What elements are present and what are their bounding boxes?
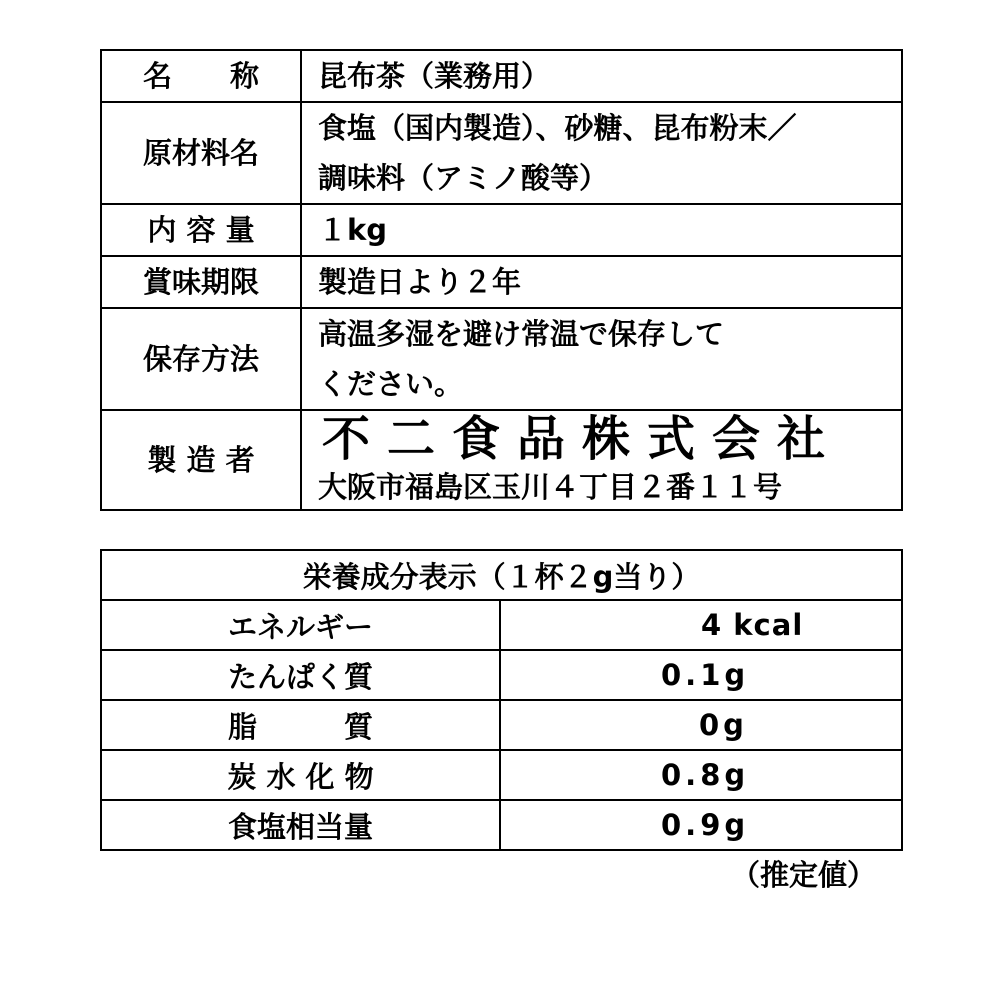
nutrient-name: エネルギー [101, 600, 500, 650]
nutrient-amount: 0.1g [500, 650, 902, 700]
content-value: １kg [301, 204, 902, 256]
nutrition-row [101, 750, 902, 800]
nutrition-row [101, 650, 902, 700]
storage-line-2: ください。 [318, 367, 464, 401]
best-before-value: 製造日より２年 [301, 256, 902, 308]
estimate-note: （推定値） [730, 858, 876, 892]
nutrient-amount: 4 kcal [500, 600, 902, 650]
nutrient-amount: 0.9g [500, 800, 902, 850]
ingredients-line-1: 食塩（国内製造）、砂糖、昆布粉末／ [318, 111, 797, 145]
ingredients-value [301, 102, 902, 204]
storage-label: 保存方法 [101, 308, 301, 410]
manufacturer-row [101, 410, 902, 510]
storage-value [301, 308, 902, 410]
ingredients-label: 原材料名 [101, 102, 301, 204]
best-before-row [101, 256, 902, 308]
manufacturer-label: 製 造 者 [101, 410, 301, 510]
nutrient-name: 食塩相当量 [101, 800, 500, 850]
ingredients-row [101, 102, 902, 204]
manufacturer-address: 大阪市福島区玉川４丁目２番１１号 [318, 470, 783, 504]
name-value: 昆布茶（業務用） [301, 50, 902, 102]
ingredients-line-2: 調味料（アミノ酸等） [318, 161, 609, 195]
product-info-table [100, 49, 903, 511]
storage-line-1: 高温多湿を避け常温で保存して [318, 317, 725, 351]
nutrition-row [101, 600, 902, 650]
content-label: 内 容 量 [101, 204, 301, 256]
nutrient-name: 炭 水 化 物 [101, 750, 500, 800]
best-before-label: 賞味期限 [101, 256, 301, 308]
name-label: 名 称 [101, 50, 301, 102]
storage-row [101, 308, 902, 410]
content-row [101, 204, 902, 256]
manufacturer-value [301, 410, 902, 510]
nutrition-row [101, 800, 902, 850]
nutrition-title-row [101, 550, 902, 600]
nutrient-name: 脂 質 [101, 700, 500, 750]
manufacturer-company: 不二食品株式会社 [322, 411, 843, 467]
nutrient-amount: 0g [500, 700, 902, 750]
nutrition-table [100, 549, 903, 851]
nutrition-title: 栄養成分表示（１杯２g当り） [101, 550, 902, 600]
nutrient-name: たんぱく質 [101, 650, 500, 700]
nutrition-row [101, 700, 902, 750]
name-row [101, 50, 902, 102]
nutrient-amount: 0.8g [500, 750, 902, 800]
